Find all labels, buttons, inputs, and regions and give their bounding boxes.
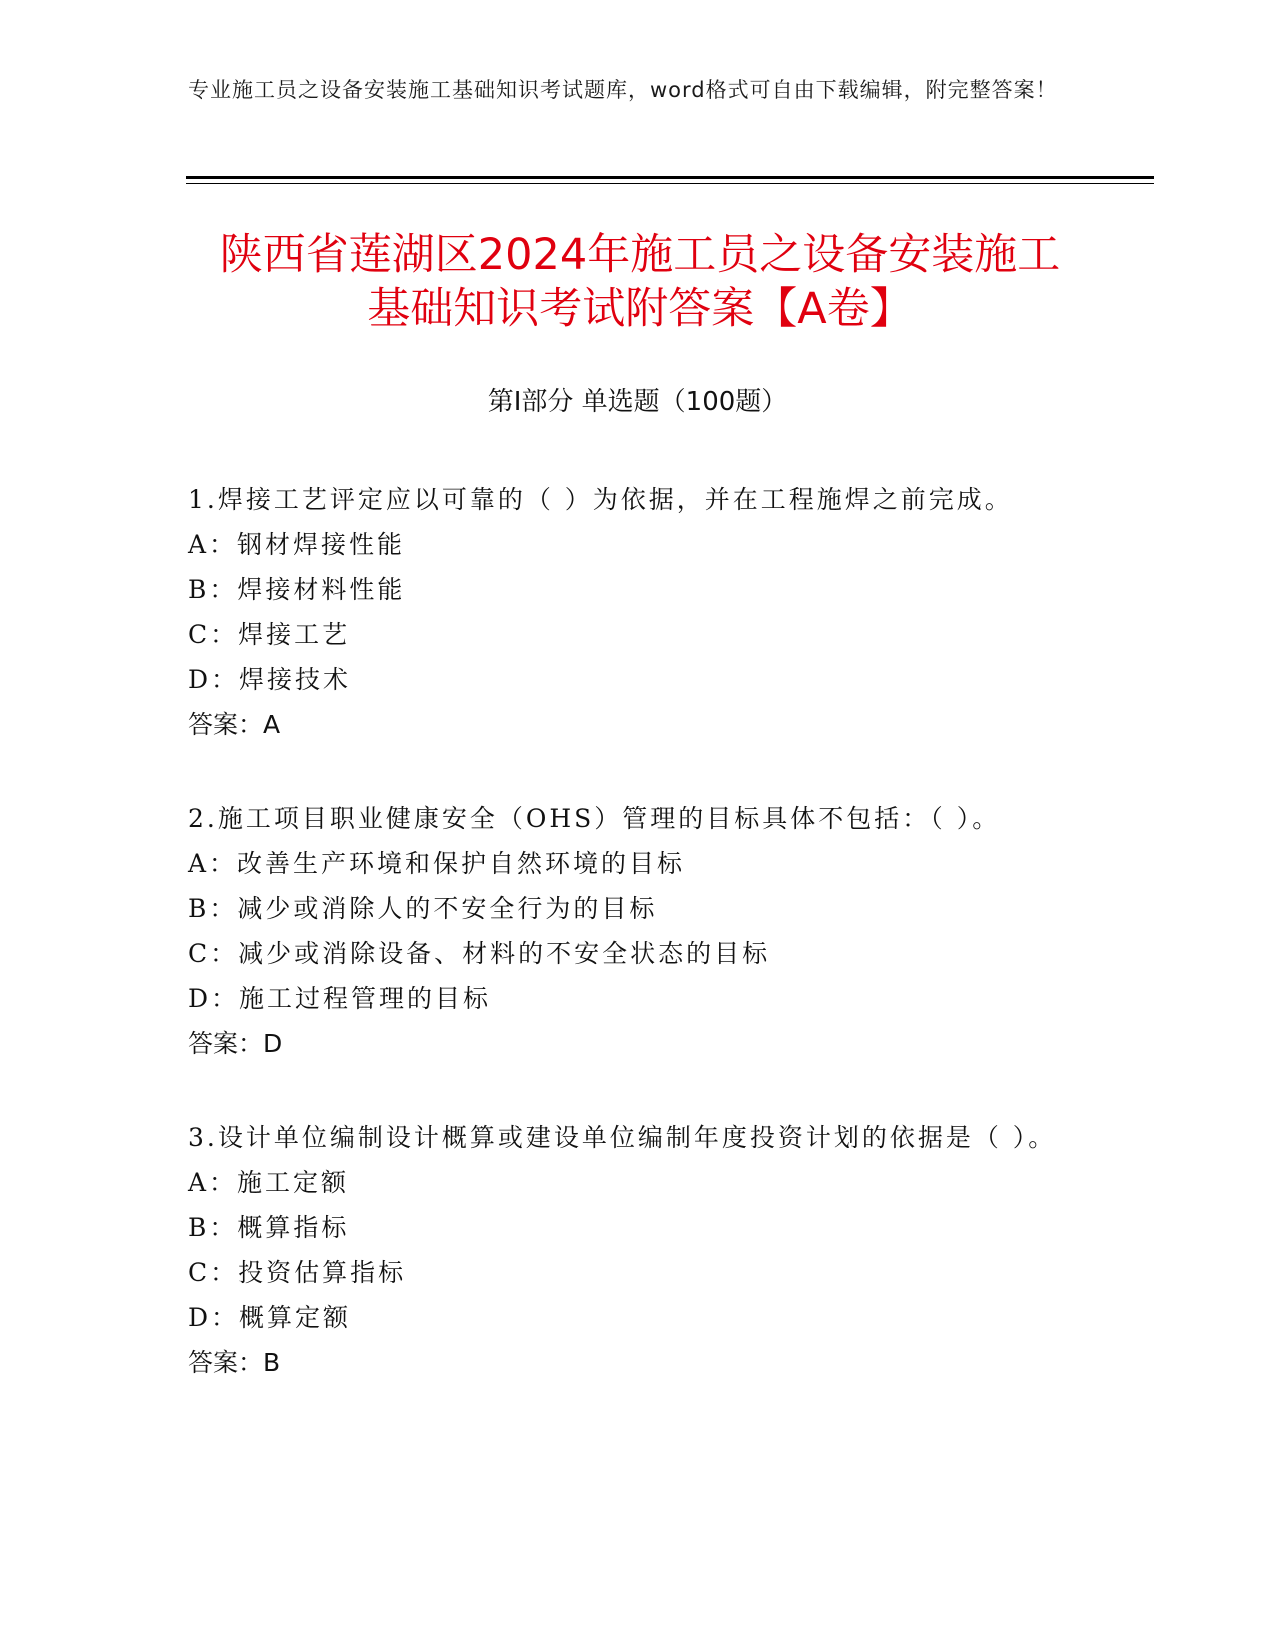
option-b: B：减少或消除人的不安全行为的目标 [188, 894, 658, 923]
answer: 答案：A [188, 710, 281, 739]
option-c: C：焊接工艺 [188, 620, 351, 649]
option-c: C：减少或消除设备、材料的不安全状态的目标 [188, 939, 771, 968]
question-1 [188, 478, 1088, 747]
option-a: A：改善生产环境和保护自然环境的目标 [188, 849, 686, 878]
question-stem: 2.施工项目职业健康安全（OHS）管理的目标具体不包括：（ ）。 [188, 804, 1001, 833]
header-note: 专业施工员之设备安装施工基础知识考试题库，word格式可自由下载编辑，附完整答案！ [188, 78, 1058, 102]
option-d: D：概算定额 [188, 1303, 352, 1332]
option-d: D：施工过程管理的目标 [188, 984, 492, 1013]
question-2 [188, 797, 1088, 1066]
option-b: B：概算指标 [188, 1213, 350, 1242]
question-3 [188, 1116, 1088, 1385]
answer: 答案：B [188, 1348, 281, 1377]
answer: 答案：D [188, 1029, 283, 1058]
header-rule-thick [186, 176, 1154, 179]
option-a: A：钢材焊接性能 [188, 530, 406, 559]
question-stem: 1.焊接工艺评定应以可靠的（ ）为依据，并在工程施焊之前完成。 [188, 485, 1013, 514]
question-stem: 3.设计单位编制设计概算或建设单位编制年度投资计划的依据是（ ）。 [188, 1123, 1057, 1152]
document-title-line-1: 陕西省莲湖区2024年施工员之设备安装施工 [219, 230, 1061, 280]
option-a: A：施工定额 [188, 1168, 350, 1197]
option-d: D：焊接技术 [188, 665, 352, 694]
section-title: 第I部分 单选题（100题） [487, 387, 788, 417]
option-b: B：焊接材料性能 [188, 575, 406, 604]
header-rule-thin [186, 183, 1154, 184]
document-title-line-2: 基础知识考试附答案【A卷】 [367, 284, 913, 334]
option-c: C：投资估算指标 [188, 1258, 407, 1287]
document-title [150, 228, 1130, 336]
question-list [188, 478, 1088, 1435]
